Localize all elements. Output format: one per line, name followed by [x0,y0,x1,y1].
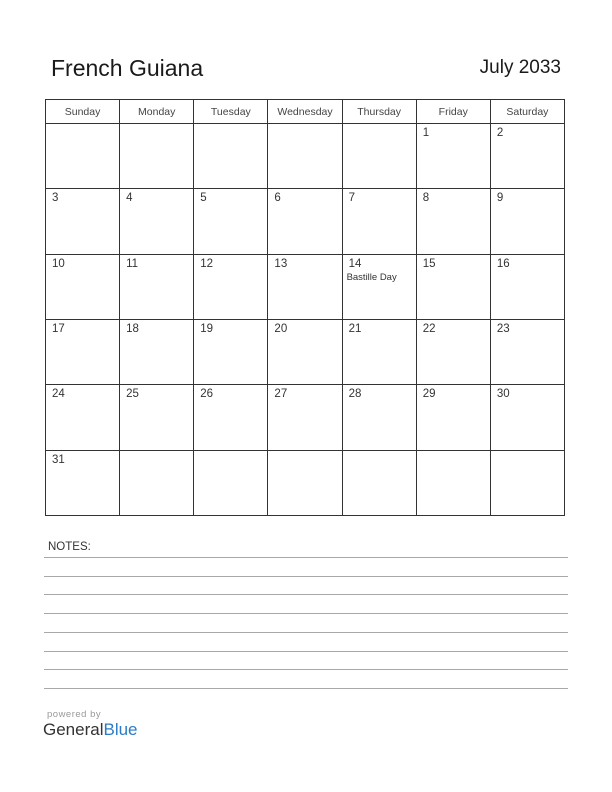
day-cell-22 [416,319,490,384]
day-number: 8 [422,192,430,205]
day-cell-empty [194,450,268,515]
weekday-header-row [46,100,565,124]
day-number: 7 [348,192,355,205]
day-cell-8 [416,189,490,254]
day-cell-empty [120,450,194,515]
week-row [46,319,565,384]
day-cell-23 [490,319,564,384]
day-number: 11 [126,257,139,270]
day-number: 18 [126,322,139,335]
day-number: 21 [348,322,362,335]
brand-blue: Blue [103,720,138,739]
day-number: 26 [200,388,214,401]
country-title: French Guiana [51,55,204,81]
week-row [46,450,565,515]
generalblue-logo[interactable] [43,720,138,740]
week-row [46,124,565,189]
day-cell-30 [490,385,564,450]
day-cell-empty [490,450,564,515]
weekday-monday: Monday [120,100,194,124]
day-number: 31 [52,453,65,466]
day-number: 14 [348,257,362,270]
day-cell-empty [342,124,416,189]
day-cell-empty [268,450,342,515]
day-cell-4 [120,189,194,254]
day-cell-5 [194,189,268,254]
day-number: 20 [274,322,288,335]
day-number: 28 [348,388,362,401]
weekday-sunday: Sunday [46,100,120,124]
note-line [44,669,568,670]
day-number: 29 [422,388,436,401]
brand-general: General [43,720,104,739]
day-cell-empty [46,124,120,189]
day-cell-empty [268,124,342,189]
day-number: 16 [496,257,510,270]
day-cell-empty [194,124,268,189]
day-number: 24 [52,388,65,401]
day-number: 13 [274,257,288,270]
day-cell-28 [342,385,416,450]
day-number: 1 [422,127,430,139]
day-cell-10 [46,254,120,319]
note-line [44,613,568,614]
day-number: 25 [126,388,139,401]
day-number: 6 [274,192,281,205]
day-number: 4 [126,192,133,205]
calendar-grid [45,99,565,516]
day-number: 2 [496,127,504,139]
day-cell-17 [46,319,120,384]
notes-label: NOTES: [48,541,91,553]
weekday-wednesday: Wednesday [268,100,342,124]
day-cell-6 [268,189,342,254]
day-number: 22 [422,322,436,335]
holiday-label: Bastille Day [346,271,397,283]
note-line [44,594,568,595]
day-number: 3 [52,192,59,205]
day-number: 30 [496,388,510,401]
week-row [46,254,565,319]
day-cell-7 [342,189,416,254]
day-number: 12 [200,257,214,270]
day-cell-11 [120,254,194,319]
day-cell-20 [268,319,342,384]
day-cell-19 [194,319,268,384]
month-year-title: July 2033 [479,57,561,78]
day-cell-16 [490,254,564,319]
weekday-saturday: Saturday [490,100,564,124]
day-cell-empty [416,450,490,515]
day-cell-9 [490,189,564,254]
day-number: 19 [200,322,214,335]
day-number: 5 [200,192,207,205]
day-cell-13 [268,254,342,319]
note-line [44,688,568,689]
weekday-friday: Friday [416,100,490,124]
day-number: 9 [496,192,504,205]
day-number: 27 [274,388,288,401]
day-number: 23 [496,322,510,335]
day-cell-21 [342,319,416,384]
day-cell-29 [416,385,490,450]
note-line [44,651,568,652]
powered-by-text: powered by [47,709,102,720]
day-cell-26 [194,385,268,450]
week-row [46,385,565,450]
day-cell-3 [46,189,120,254]
weekday-thursday: Thursday [342,100,416,124]
day-number: 15 [422,257,436,270]
day-cell-14 [342,254,416,319]
day-cell-empty [342,450,416,515]
day-number: 17 [52,322,65,335]
day-cell-25 [120,385,194,450]
week-row [46,189,565,254]
note-line [44,557,568,558]
day-cell-18 [120,319,194,384]
day-cell-12 [194,254,268,319]
day-cell-2 [490,124,564,189]
day-cell-31 [46,450,120,515]
day-cell-15 [416,254,490,319]
day-cell-24 [46,385,120,450]
note-line [44,576,568,577]
day-number: 10 [52,257,65,270]
day-cell-empty [120,124,194,189]
weekday-tuesday: Tuesday [194,100,268,124]
note-line [44,632,568,633]
day-cell-1 [416,124,490,189]
day-cell-27 [268,385,342,450]
